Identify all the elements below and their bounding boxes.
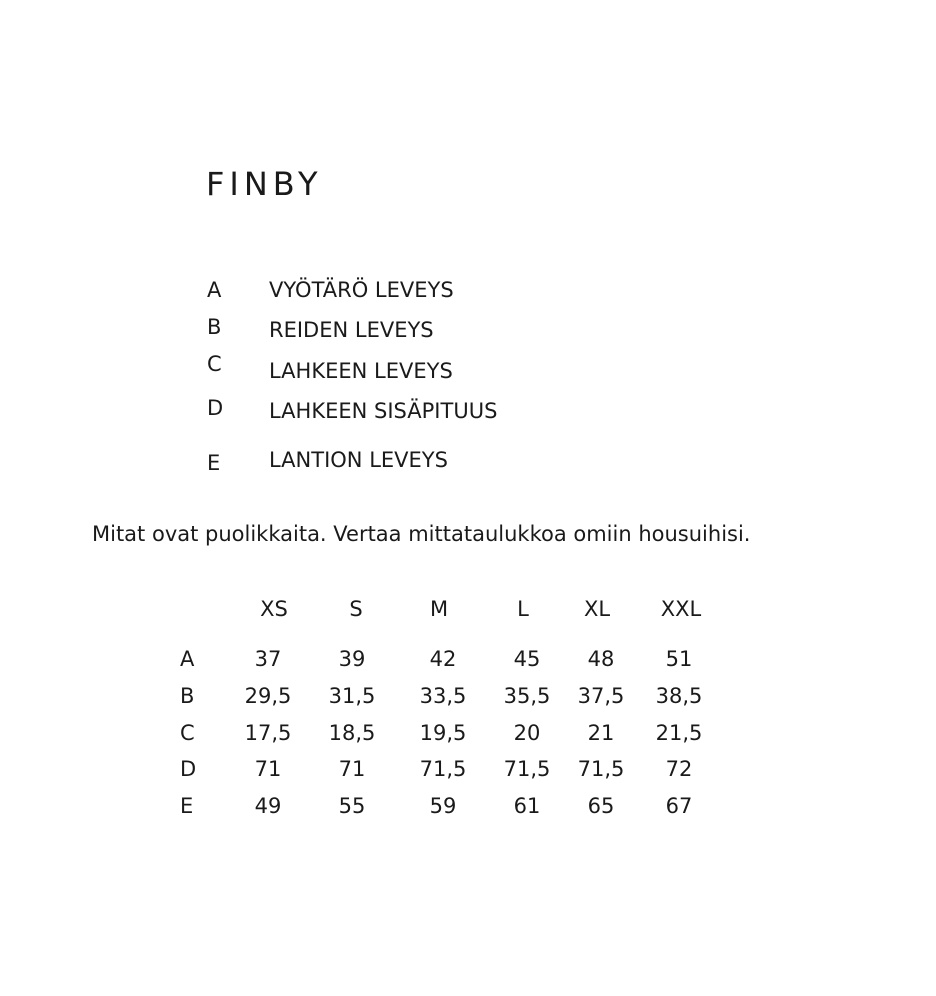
legend-letter-c: C bbox=[207, 352, 222, 376]
table-cell: 29,5 bbox=[244, 684, 292, 708]
row-letter: D bbox=[180, 757, 197, 781]
table-cell: 55 bbox=[338, 794, 366, 818]
table-cell: 31,5 bbox=[328, 684, 376, 708]
row-letter: B bbox=[180, 684, 195, 708]
size-header-l: L bbox=[517, 597, 529, 621]
page-title: FINBY bbox=[206, 165, 323, 203]
table-cell: 35,5 bbox=[503, 684, 551, 708]
size-header-xl: XL bbox=[583, 597, 611, 621]
table-cell: 61 bbox=[513, 794, 541, 818]
row-letter: E bbox=[180, 794, 194, 818]
table-cell: 37 bbox=[254, 647, 282, 671]
table-cell: 71 bbox=[254, 757, 282, 781]
table-cell: 71,5 bbox=[577, 757, 625, 781]
table-cell: 38,5 bbox=[655, 684, 703, 708]
row-letter: C bbox=[180, 721, 195, 745]
table-cell: 59 bbox=[429, 794, 457, 818]
row-letter: A bbox=[180, 647, 195, 671]
legend-label-a: VYÖTÄRÖ LEVEYS bbox=[269, 278, 454, 302]
table-cell: 20 bbox=[513, 721, 541, 745]
legend-label-d: LAHKEEN SISÄPITUUS bbox=[269, 399, 498, 423]
legend-letter-b: B bbox=[207, 315, 222, 339]
legend-label-c: LAHKEEN LEVEYS bbox=[269, 359, 453, 383]
legend-letter-d: D bbox=[207, 396, 224, 420]
table-cell: 67 bbox=[665, 794, 693, 818]
legend-letter-a: A bbox=[207, 278, 222, 302]
size-header-xs: XS bbox=[260, 597, 288, 621]
table-cell: 51 bbox=[665, 647, 693, 671]
table-cell: 49 bbox=[254, 794, 282, 818]
table-cell: 19,5 bbox=[419, 721, 467, 745]
legend-label-b: REIDEN LEVEYS bbox=[269, 318, 434, 342]
table-cell: 65 bbox=[587, 794, 615, 818]
table-cell: 48 bbox=[587, 647, 615, 671]
size-header-m: M bbox=[429, 597, 449, 621]
table-cell: 39 bbox=[338, 647, 366, 671]
legend-label-e: LANTION LEVEYS bbox=[269, 448, 448, 472]
table-cell: 21 bbox=[587, 721, 615, 745]
size-header-s: S bbox=[349, 597, 363, 621]
table-cell: 71 bbox=[338, 757, 366, 781]
table-cell: 37,5 bbox=[577, 684, 625, 708]
table-cell: 45 bbox=[513, 647, 541, 671]
table-cell: 21,5 bbox=[655, 721, 703, 745]
table-cell: 42 bbox=[429, 647, 457, 671]
table-cell: 17,5 bbox=[244, 721, 292, 745]
table-cell: 71,5 bbox=[503, 757, 551, 781]
table-cell: 71,5 bbox=[419, 757, 467, 781]
table-cell: 18,5 bbox=[328, 721, 376, 745]
legend-letter-e: E bbox=[207, 451, 221, 475]
table-cell: 72 bbox=[665, 757, 693, 781]
table-cell: 33,5 bbox=[419, 684, 467, 708]
size-header-xxl: XXL bbox=[660, 597, 702, 621]
measurement-note: Mitat ovat puolikkaita. Vertaa mittataulukkoa omiin housuihisi. bbox=[92, 522, 751, 546]
